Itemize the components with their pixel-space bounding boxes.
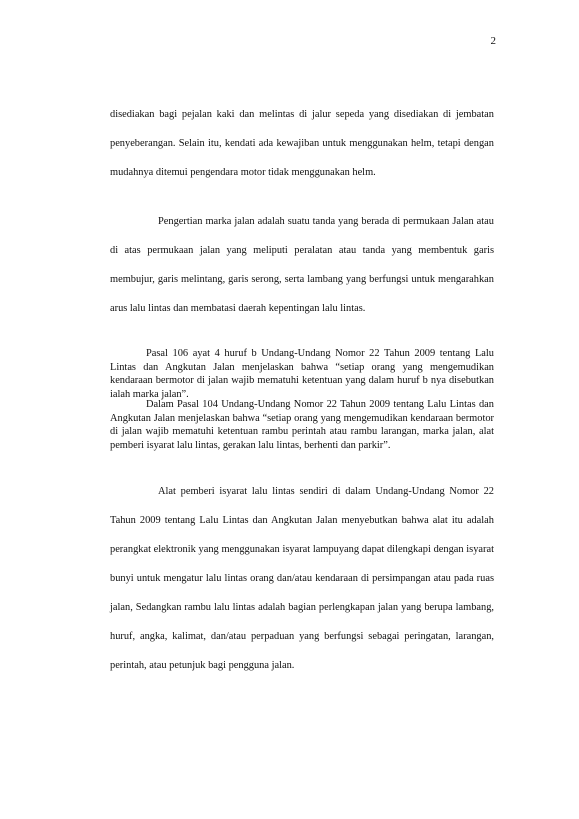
page-number: 2 [490, 35, 496, 47]
paragraph-alat-pemberi-isyarat: Alat pemberi isyarat lalu lintas sendiri di dalam Undang-Undang Nomor 22 Tahun 2009 tentang Lalu Lintas dan Angkutan Jalan menyebutkan bahwa alat itu adalah perangkat elektronik yang menggunakan isyarat lampuyang dapat dilengkapi dengan isyarat bunyi untuk mengatur lalu lintas orang dan/atau kendaraan di persimpangan atau pada ruas jalan, Sedangkan rambu lalu lintas adalah bagian perlengkapan jalan yang berupa lambang, huruf, angka, kalimat, dan/atau perpaduan yang berfungsi sebagai peringatan, larangan, perintah, atau petunjuk bagi pengguna jalan. [110, 486, 494, 671]
paragraph-pasal-106: Pasal 106 ayat 4 huruf b Undang-Undang Nomor 22 Tahun 2009 tentang Lalu Lintas dan Angkutan Jalan menjelaskan bahwa “setiap orang yang mengemudikan kendaraan bermotor di jalan wajib mematuhi ketentuan yang dalam huruf b nya disebutkan ialah marka jalan”. [110, 348, 494, 400]
paragraph-marka-jalan-definition: Pengertian marka jalan adalah suatu tanda yang berada di permukaan Jalan atau di atas permukaan jalan yang meliputi peralatan atau tanda yang membentuk garis membujur, garis melintang, garis serong, serta lambang yang berfungsi untuk mengarahkan arus lalu lintas dan membatasi daerah kepentingan lalu lintas. [110, 216, 494, 314]
paragraph-continuation: disediakan bagi pejalan kaki dan melintas di jalur sepeda yang disediakan di jembatan penyeberangan. Selain itu, kendati ada kewajiban untuk menggunakan helm, tetapi dengan mudahnya ditemui pengendara motor tidak menggunakan helm. [110, 109, 494, 178]
paragraph-pasal-104: Dalam Pasal 104 Undang-Undang Nomor 22 Tahun 2009 tentang Lalu Lintas dan Angkutan Jalan menjelaskan bahwa “setiap orang yang mengemudikan kendaraan bermotor di jalan wajib mematuhi ketentuan rambu perintah atau rambu larangan, marka jalan, alat pemberi isyarat lalu lintas, gerakan lalu lintas, berhenti dan parkir”. [110, 399, 494, 451]
